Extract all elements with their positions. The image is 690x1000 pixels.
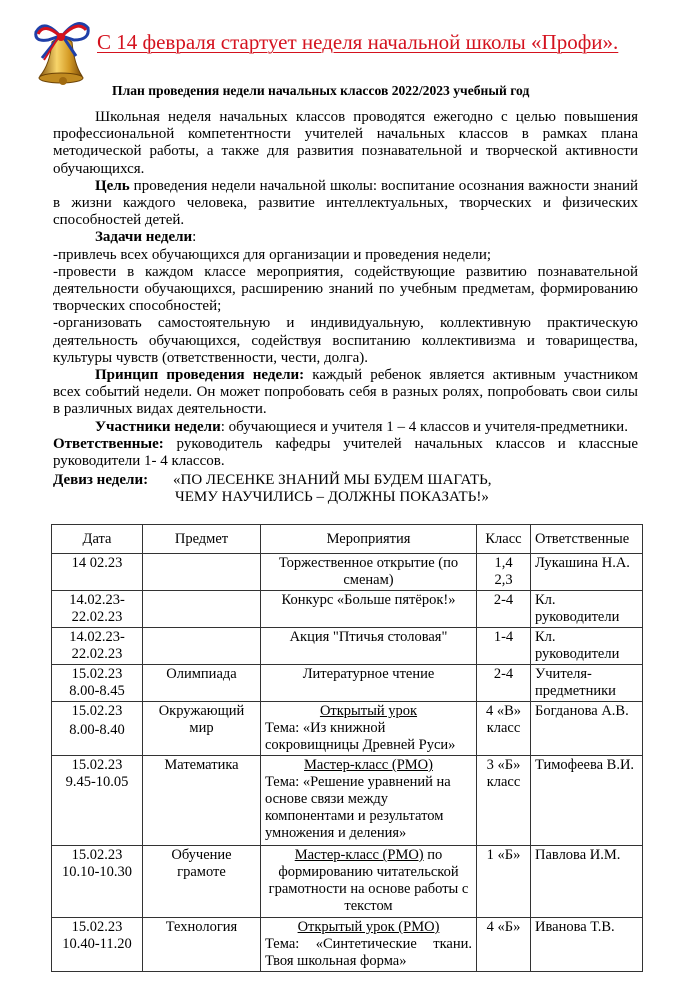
bell-icon <box>30 14 94 88</box>
responsible-text: руководитель кафедры учителей начальных классов и классные руководители 1- 4 классов. <box>53 435 638 470</box>
class-cell: 2-4 <box>477 591 531 628</box>
date-text: 14.02.23- <box>69 592 125 608</box>
class-cell: 2-4 <box>477 665 531 702</box>
class-cell: 1,4 2,3 <box>477 554 531 591</box>
header-responsible: Ответственные <box>531 525 643 554</box>
header-class: Класс <box>477 525 531 554</box>
event-cell: Конкурс «Больше пятёрок!» <box>261 591 477 628</box>
table-row <box>52 846 643 918</box>
participants-label: Участники недели <box>95 418 221 435</box>
subject-cell: Обучение грамоте <box>143 846 261 918</box>
motto-line-2: ЧЕМУ НАУЧИЛИСЬ – ДОЛЖНЫ ПОКАЗАТЬ!» <box>175 489 489 506</box>
header-events: Мероприятия <box>261 525 477 554</box>
event-cell <box>261 846 477 918</box>
responsible-cell: Тимофеева В.И. <box>531 756 643 846</box>
date-cell <box>52 846 143 918</box>
date-text: 15.02.23 <box>71 847 123 863</box>
table-row <box>52 702 643 756</box>
date-text: 14.02.23- <box>69 629 125 645</box>
time-text: 22.02.23 <box>71 646 123 662</box>
principle-label: Принцип проведения недели: <box>95 367 305 384</box>
time-text: 22.02.23 <box>71 609 123 625</box>
event-text: Тема: «Синтетические ткани. Твоя школьная форма» <box>265 936 472 969</box>
date-cell <box>52 591 143 628</box>
subject-cell <box>143 554 261 591</box>
date-cell <box>52 665 143 702</box>
event-cell: Торжественное открытие (по сменам) <box>261 554 477 591</box>
class-cell: 4 «Б» <box>477 918 531 972</box>
principle-text: каждый ребенок является активным участником всех событий недели. Он может попробовать себя в разных ролях, попробовать свои силы в различных видах деятельности. <box>53 367 638 418</box>
responsible-cell: Иванова Т.В. <box>531 918 643 972</box>
date-text: 14 02.23 <box>71 555 123 571</box>
goal-text: проведения недели начальной школы: воспитание осознания важности знаний в жизни каждого человека, развитие интеллектуальных, творческих и физических способностей детей. <box>53 177 638 229</box>
subject-cell: Технология <box>143 918 261 972</box>
task-item: -привлечь всех обучающихся для организации и проведения недели; <box>53 246 492 263</box>
responsible-cell: Учителя-предметники <box>531 665 643 702</box>
table-row <box>52 554 643 591</box>
responsible-cell: Кл. руководители <box>531 591 643 628</box>
table-row <box>52 628 643 665</box>
date-text: 15.02.23 <box>71 919 123 935</box>
header-date: Дата <box>52 525 143 554</box>
motto-label: Девиз недели: <box>53 472 149 488</box>
subject-cell: Окружающий мир <box>143 702 261 756</box>
event-text: по формированию читательской грамотности на основе работы с текстом <box>268 847 469 914</box>
task-item: -организовать самостоятельную и индивидуальную, коллективную практическую деятельность обучающихся, содействуя воспитанию коллективизма и товарищества, культуры чувств (ответственности, чести, долга). <box>53 315 638 366</box>
motto <box>53 472 491 506</box>
responsible-paragraph <box>53 436 638 470</box>
tasks-colon: : <box>192 229 197 246</box>
event-text: Тема: «Из книжной сокровищницы Древней Руси» <box>265 720 456 753</box>
date-cell <box>52 918 143 972</box>
event-cell <box>261 702 477 756</box>
time-text: 10.10-10.30 <box>61 864 133 880</box>
time-text: 9.45-10.05 <box>65 774 129 790</box>
goal-label: Цель <box>95 177 130 194</box>
responsible-cell: Богданова А.В. <box>531 702 643 756</box>
class-cell: 1 «Б» <box>477 846 531 918</box>
intro-section <box>53 109 638 470</box>
events-table <box>51 524 643 972</box>
responsible-label: Ответственные: <box>53 435 164 452</box>
task-item: -провести в каждом классе мероприятия, содействующие развитию познавательной деятельности обучающихся, расширению знаний по учебным предметам, формированию творческих способностей; <box>53 263 638 315</box>
table-row <box>52 756 643 846</box>
class-cell: 3 «Б» класс <box>477 756 531 846</box>
time-text: 10.40-11.20 <box>62 936 132 952</box>
event-cell: Литературное чтение <box>261 665 477 702</box>
responsible-cell: Лукашина Н.А. <box>531 554 643 591</box>
event-text: Тема: «Решение уравнений на основе связи между компонентами и результатом умножения и деления» <box>265 774 451 841</box>
table-row <box>52 665 643 702</box>
event-cell <box>261 756 477 846</box>
date-text: 15.02.23 <box>71 666 123 682</box>
date-text: 15.02.23 <box>71 703 123 719</box>
tasks-heading <box>53 229 638 246</box>
subject-cell: Олимпиада <box>143 665 261 702</box>
participants-text: : обучающиеся и учителя 1 – 4 классов и учителя-предметники. <box>220 418 628 435</box>
date-cell <box>52 702 143 756</box>
event-title: Мастер-класс (РМО) <box>304 757 433 773</box>
event-title: Открытый урок <box>319 703 418 719</box>
headline: С 14 февраля стартует неделя начальной школы «Профи». <box>97 30 619 54</box>
date-cell <box>52 756 143 846</box>
table-row <box>52 591 643 628</box>
time-text: 8.00-8.45 <box>69 683 125 699</box>
goal-paragraph <box>53 178 638 230</box>
event-cell: Акция "Птичья столовая" <box>261 628 477 665</box>
subject-cell <box>143 591 261 628</box>
date-cell <box>52 554 143 591</box>
motto-line-1: «ПО ЛЕСЕНКЕ ЗНАНИЙ МЫ БУДЕМ ШАГАТЬ, <box>173 472 492 488</box>
time-text: 8.00-8.40 <box>69 722 125 738</box>
class-cell: 1-4 <box>477 628 531 665</box>
class-cell: 4 «В» класс <box>477 702 531 756</box>
table-header-row <box>52 525 643 554</box>
table-row <box>52 918 643 972</box>
principle-paragraph <box>53 367 638 419</box>
header-subject: Предмет <box>143 525 261 554</box>
subject-cell <box>143 628 261 665</box>
event-cell <box>261 918 477 972</box>
date-cell <box>52 628 143 665</box>
date-text: 15.02.23 <box>71 757 123 773</box>
plan-title: План проведения недели начальных классов 2022/2023 учебный год <box>112 83 530 98</box>
event-title: Мастер-класс (РМО) <box>294 847 424 863</box>
responsible-cell: Кл. руководители <box>531 628 643 665</box>
participants-paragraph <box>53 419 638 436</box>
tasks-label: Задачи недели <box>95 229 193 246</box>
event-title: Открытый урок (РМО) <box>297 919 440 935</box>
subject-cell: Математика <box>143 756 261 846</box>
intro-paragraph: Школьная неделя начальных классов проводятся ежегодно с целью повышения профессиональной компетентности учителей начальных классов в рамках плана методической работы, а также для развития познавательной и творческой активности обучающихся. <box>53 109 638 177</box>
responsible-cell: Павлова И.М. <box>531 846 643 918</box>
